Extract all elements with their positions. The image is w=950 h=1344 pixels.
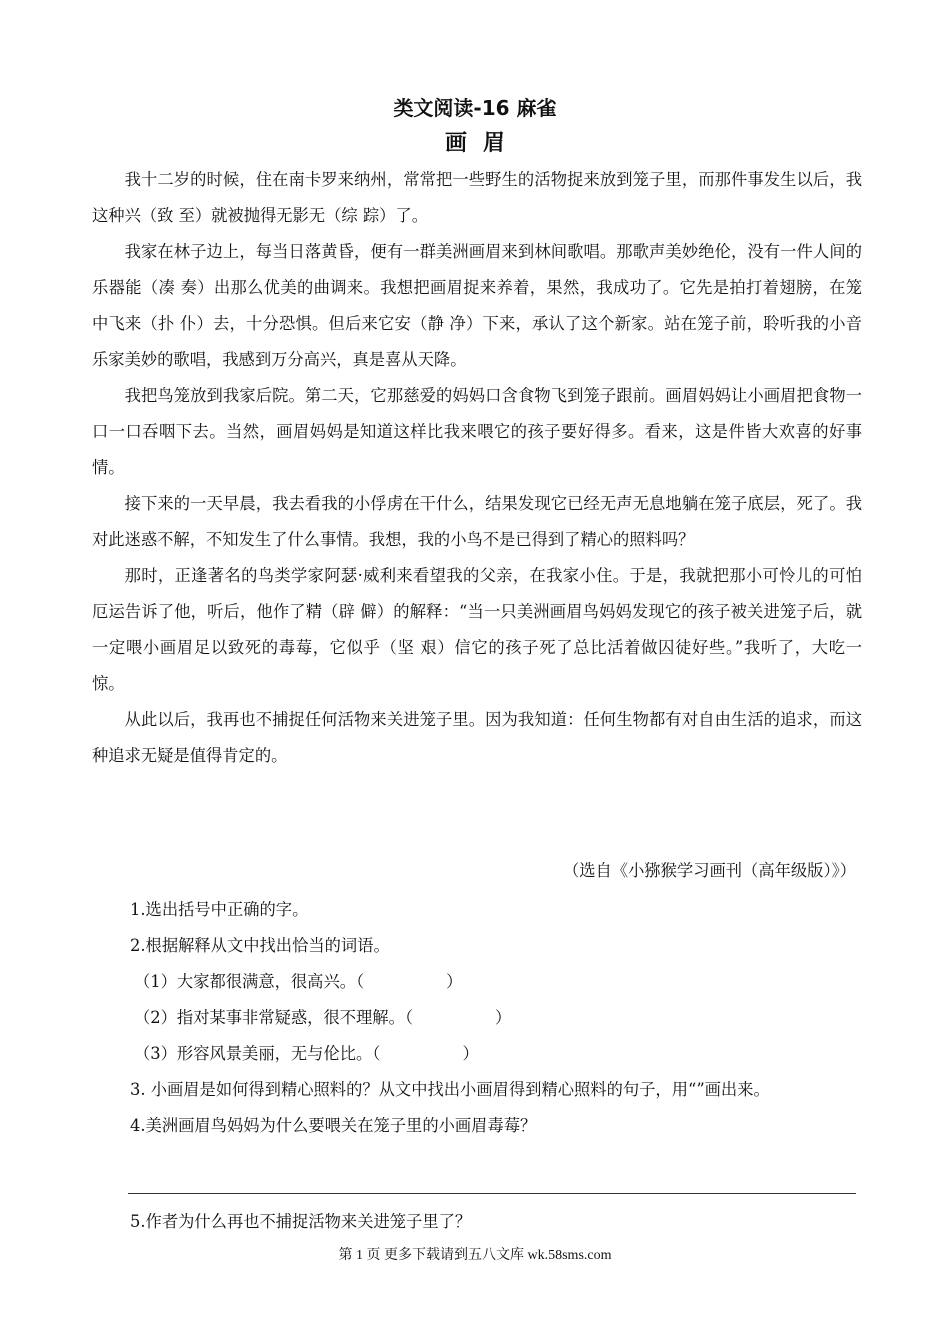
question-3: 3. 小画眉是如何得到精心照料的？从文中找出小画眉得到精心照料的句子，用“”画出来。 [130,1080,770,1099]
question-2-item-3 [130,1036,862,1072]
page-footer: 第 1 页 更多下载请到五八文库 wk.58sms.com [338,1248,612,1263]
closing-paren: ） [446,972,463,991]
question-2-item-1-text: （1）大家都很满意，很高兴。（ [134,972,365,991]
closing-paren: ） [495,1008,512,1027]
question-2-item-2 [130,1000,862,1036]
story-paragraph: 那时，正逢著名的鸟类学家阿瑟·威利来看望我的父亲，在我家小住。于是，我就把那小可怜儿的可怕厄运告诉了他，听后，他作了精（辟 僻）的解释：“当一只美洲画眉鸟妈妈发现它的孩子被关进笼子后，就一定喂小画眉足以致死的毒莓，它似乎（坚 艰）信它的孩子死了总比活着做囚徒好些。”我听了，大吃一惊。 [92,566,862,693]
story-paragraph: 我十二岁的时候，住在南卡罗来纳州，常常把一些野生的活物捉来放到笼子里，而那件事发生以后，我这种兴（致 至）就被抛得无影无（综 踪）了。 [92,170,862,225]
closing-paren: ） [462,1044,479,1063]
question-1: 1.选出括号中正确的字。 [130,900,309,919]
document-title: 类文阅读-16 麻雀 [393,96,557,120]
question-2-item-2-text: （2）指对某事非常疑惑，很不理解。（ [134,1008,413,1027]
question-5: 5.作者为什么再也不捕捉活物来关进笼子里了？ [130,1212,472,1231]
story-paragraph: 我把鸟笼放到我家后院。第二天，它那慈爱的妈妈口含食物飞到笼子跟前。画眉妈妈让小画眉把食物一口一口吞咽下去。当然，画眉妈妈是知道这样比我来喂它的孩子要好得多。看来，这是件皆大欢喜的好事情。 [92,386,862,477]
question-4: 4.美洲画眉鸟妈妈为什么要喂关在笼子里的小画眉毒莓？ [130,1116,537,1135]
question-2-item-1 [130,964,862,1000]
question-list [130,892,862,1144]
story-paragraph: 接下来的一天早晨，我去看我的小俘虏在干什么，结果发现它已经无声无息地躺在笼子底层，死了。我对此迷惑不解，不知发生了什么事情。我想，我的小鸟不是已得到了精心的照料吗？ [92,494,862,549]
story-paragraph: 我家在林子边上，每当日落黄昏，便有一群美洲画眉来到林间歌唱。那歌声美妙绝伦，没有一件人间的乐器能（凑 奏）出那么优美的曲调来。我想把画眉捉来养着，果然，我成功了。它先是拍打着翅膀，在笼中飞来（扑 仆）去，十分恐惧。但后来它安（静 净）下来，承认了这个新家。站在笼子前，聆听我的小音乐家美妙的歌唱，我感到万分高兴，真是喜从天降。 [92,242,862,369]
question-2: 2.根据解释从文中找出恰当的词语。 [130,936,390,955]
source-citation: （选自《小猕猴学习画刊（高年级版）》） [562,861,856,880]
story-paragraph: 从此以后，我再也不捕捉任何活物来关进笼子里。因为我知道：任何生物都有对自由生活的追求，而这种追求无疑是值得肯定的。 [92,710,862,765]
answer-line[interactable] [128,1193,856,1194]
story-body [92,162,862,774]
question-2-item-3-text: （3）形容风景美丽，无与伦比。（ [134,1044,381,1063]
story-title: 画眉 [444,131,521,156]
